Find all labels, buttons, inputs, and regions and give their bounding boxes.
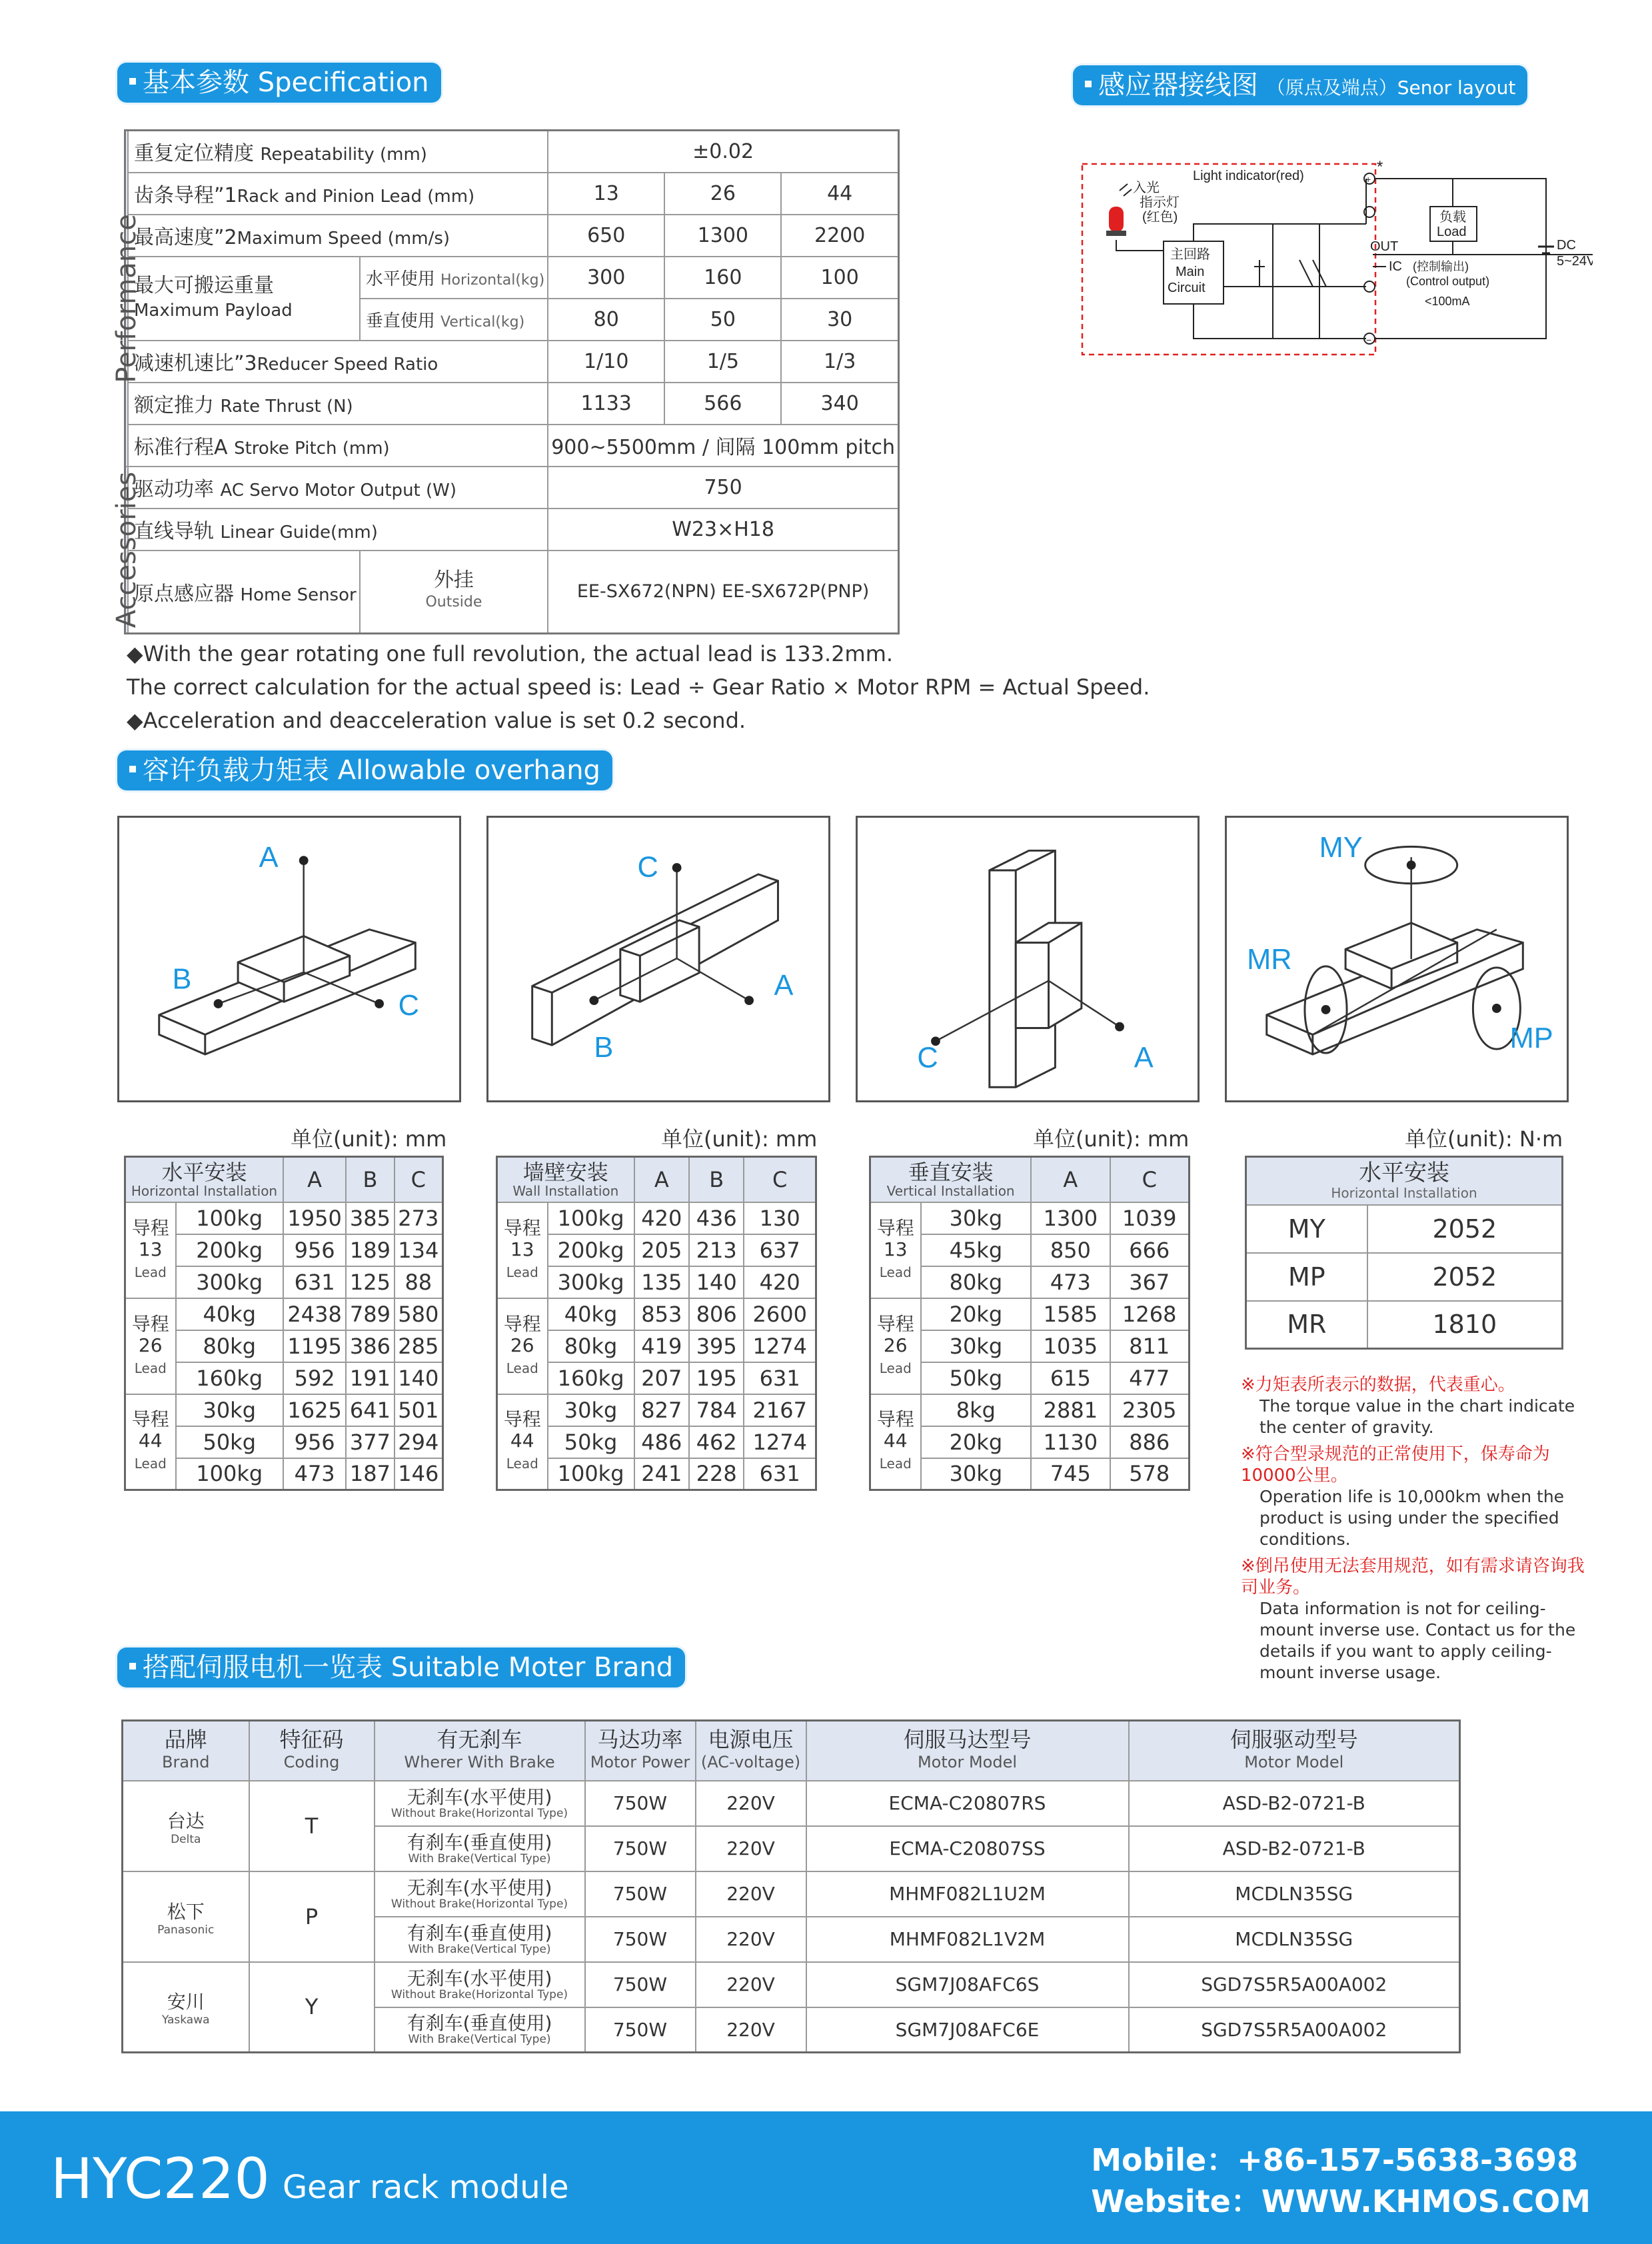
table-cell: 1585 [1031,1298,1110,1330]
table-cell: 1/10 [548,341,664,383]
table-row [125,467,899,509]
table-cell: 592 [283,1362,346,1394]
table-cell: 462 [689,1426,744,1458]
table-cell: SGM7J08AFC6E [806,2007,1129,2053]
table-row [1246,1253,1563,1301]
ind-lamp-label: 指示灯 [1140,195,1180,210]
table-cell: 213 [689,1234,744,1266]
table-cell: 30kg [921,1330,1032,1362]
table-cell: 13 [548,173,664,215]
table-cell: 1130 [1031,1426,1110,1458]
table-cell: MHMF082L1V2M [806,1917,1129,1962]
main-en2-label: Circuit [1168,281,1206,295]
table-cell: 300kg [176,1266,283,1298]
table-cell: 750W [585,1781,696,1826]
table-cell: 207 [634,1362,689,1394]
table-cell: 1268 [1110,1298,1190,1330]
table-row [125,1202,443,1234]
table-row [497,1202,816,1234]
table-cell: 146 [395,1458,443,1490]
table-row [1246,1205,1563,1253]
overhang-table-wall [496,1156,817,1491]
table-cell: 285 [395,1330,443,1362]
table-cell: 811 [1110,1330,1190,1362]
table-cell: 水平安装 Horizontal Installation [125,1157,283,1202]
table-cell: 30kg [176,1394,283,1426]
table-row [125,173,899,215]
table-cell: MP [1246,1253,1367,1301]
table-cell: 20kg [921,1298,1032,1330]
table-cell: 134 [395,1234,443,1266]
footer-bar [0,2111,1652,2244]
table-cell: 241 [634,1458,689,1490]
table-cell: 伺服驱动型号 Motor Model [1129,1721,1460,1781]
table-cell: 有无刹车 Wherer With Brake [375,1721,585,1781]
diagram-wall [486,816,830,1102]
table-cell: 水平使用 Horizontal(kg) [360,257,548,299]
table-cell: 80 [548,299,664,341]
table-cell: 750W [585,1917,696,1962]
table-cell: 品牌 Brand [123,1721,249,1781]
table-cell: 2052 [1367,1205,1563,1253]
table-cell: 45kg [921,1234,1032,1266]
table-cell: 187 [346,1458,394,1490]
table-cell: T [249,1781,375,1871]
table-cell: 88 [395,1266,443,1298]
table-cell: 有刹车(垂直使用) With Brake(Vertical Type) [375,1917,585,1962]
table-cell: ECMA-C20807RS [806,1781,1129,1826]
table-cell: 220V [696,1826,806,1871]
table-cell: W23×H18 [548,509,898,551]
diagram-vertical [856,816,1200,1102]
moment-table [1245,1156,1563,1350]
table-cell: 615 [1031,1362,1110,1394]
table-cell: 273 [395,1202,443,1234]
table-cell: 2305 [1110,1394,1190,1426]
table-cell: 850 [1031,1234,1110,1266]
table-cell: 100 [781,257,898,299]
table-cell: 1133 [548,383,664,425]
table-cell: 956 [283,1426,346,1458]
table-cell: 外挂 Outside [360,551,548,634]
label-c: C [398,989,420,1022]
unit-label: 单位(unit): mm [661,1126,818,1152]
table-cell: A [634,1157,689,1202]
table-row [125,215,899,257]
moment-notes: ※力矩表所表示的数据，代表重心。 The torque value in the chart indicate the center of gravity. ※符合型录规范的正常使用下，保寿命为 10000公里。 Operation life is 10,000km when the product is using under the specified conditions. ※倒吊使用无法套用规范，如有需求请咨询我司业务。 Data information is not for ceiling-mount inverse use. Contact us for the details if you want to apply ceiling-mount inverse usage. [1241,1375,1585,1682]
table-cell: 驱动功率 AC Servo Motor Output (W) [128,467,548,509]
table-cell: 30kg [921,1202,1032,1234]
table-cell: 473 [283,1458,346,1490]
table-cell: 20kg [921,1426,1032,1458]
table-cell: 2167 [744,1394,816,1426]
table-cell: 486 [634,1426,689,1458]
table-cell: C [744,1157,816,1202]
table-cell: 631 [283,1266,346,1298]
table-cell: 784 [689,1394,744,1426]
table-cell: 马达功率 Motor Power [585,1721,696,1781]
table-row [1246,1157,1563,1205]
table-cell: 导程 44 Lead [125,1394,176,1490]
table-cell: 436 [689,1202,744,1234]
table-cell: 135 [634,1266,689,1298]
label-mr: MR [1247,943,1292,976]
table-cell: 501 [395,1394,443,1426]
table-cell: 标准行程A Stroke Pitch (mm) [128,425,548,467]
table-cell: 减速机速比”3Reducer Speed Ratio [128,341,548,383]
table-cell: 额定推力 Rate Thrust (N) [128,383,548,425]
table-cell: 641 [346,1394,394,1426]
label-a: A [259,841,279,874]
ic-label: IC [1389,259,1402,274]
table-row [125,1298,443,1330]
table-cell: 40kg [176,1298,283,1330]
star-mark: * [1377,160,1383,176]
table-row [125,131,899,173]
red-label: (红色) [1142,210,1178,225]
table-cell: 50kg [176,1426,283,1458]
overhang-table-horizontal [124,1156,444,1491]
table-cell: 导程 26 Lead [870,1298,921,1394]
table-cell: 1950 [283,1202,346,1234]
table-row [870,1298,1190,1330]
table-cell: 垂直安装 Vertical Installation [870,1157,1032,1202]
table-cell: 导程 13 Lead [125,1202,176,1298]
load-cn-label: 负载 [1439,210,1466,225]
table-cell: 631 [744,1458,816,1490]
label-mp: MP [1509,1022,1553,1055]
model-name: HYC220 [51,2146,270,2211]
main-en1-label: Main [1176,265,1205,279]
table-cell: 8kg [921,1394,1032,1426]
table-cell: 750W [585,2007,696,2053]
table-cell: 580 [395,1298,443,1330]
table-cell: 853 [634,1298,689,1330]
table-cell: ±0.02 [548,131,898,173]
table-row [870,1202,1190,1234]
table-row [123,1781,1460,1826]
svg-text:+: + [1365,174,1371,185]
table-cell: 160kg [176,1362,283,1394]
table-cell: 墙壁安装 Wall Installation [497,1157,634,1202]
table-cell: 40kg [548,1298,634,1330]
table-cell: 1625 [283,1394,346,1426]
table-cell: 140 [395,1362,443,1394]
table-cell: SGD7S5R5A00A002 [1129,1962,1460,2007]
table-row [497,1157,816,1202]
main-cn-label: 主回路 [1170,247,1210,262]
table-cell: 垂直使用 Vertical(kg) [360,299,548,341]
table-cell: 420 [634,1202,689,1234]
table-cell: 377 [346,1426,394,1458]
table-cell: 有刹车(垂直使用) With Brake(Vertical Type) [375,1826,585,1871]
table-cell: 827 [634,1394,689,1426]
table-cell: 1300 [664,215,781,257]
table-cell: 1810 [1367,1301,1563,1349]
table-cell: 806 [689,1298,744,1330]
table-cell: 2438 [283,1298,346,1330]
light-indicator-label: Light indicator(red) [1193,169,1304,183]
table-cell: 473 [1031,1266,1110,1298]
table-cell: 750W [585,1962,696,2007]
table-cell: ASD-B2-0721-B [1129,1826,1460,1871]
table-cell: 367 [1110,1266,1190,1298]
table-cell: 80kg [548,1330,634,1362]
table-cell: 189 [346,1234,394,1266]
table-cell: 原点感应器 Home Sensor [128,551,360,634]
table-cell: 220V [696,1781,806,1826]
table-cell: MR [1246,1301,1367,1349]
table-cell: 666 [1110,1234,1190,1266]
overhang-table-vertical [869,1156,1190,1491]
table-cell: 无刹车(水平使用) Without Brake(Horizontal Type) [375,1871,585,1917]
table-cell: 300 [548,257,664,299]
table-cell: C [395,1157,443,1202]
diagram-moment [1225,816,1569,1102]
table-cell: 2600 [744,1298,816,1330]
in-light-label: 入光 [1133,181,1160,195]
table-cell: 导程 26 Lead [497,1298,548,1394]
table-cell: 齿条导程”1Rack and Pinion Lead (mm) [128,173,548,215]
table-cell: 578 [1110,1458,1190,1490]
svg-text:−: − [1366,335,1372,345]
table-cell: 导程 44 Lead [497,1394,548,1490]
table-cell: 2200 [781,215,898,257]
table-cell: 631 [744,1362,816,1394]
table-cell: 395 [689,1330,744,1362]
website-link[interactable]: Website：WWW.KHMOS.COM [1091,2183,1591,2219]
table-row [125,257,899,299]
ma-label: <100mA [1425,295,1470,308]
table-cell: 水平安装 Horizontal Installation [1246,1157,1563,1205]
table-cell: ECMA-C20807SS [806,1826,1129,1871]
table-row [125,509,899,551]
table-row [123,1721,1460,1781]
table-cell: 956 [283,1234,346,1266]
label-c: C [637,851,658,884]
motor-brand-table [121,1719,1461,2053]
table-cell: 886 [1110,1426,1190,1458]
table-cell: Y [249,1962,375,2053]
table-row [497,1298,816,1330]
model-desc: Gear rack module [282,2169,569,2206]
table-cell: 有刹车(垂直使用) With Brake(Vertical Type) [375,2007,585,2053]
table-cell: 900~5500mm / 间隔 100mm pitch [548,425,898,467]
table-cell: 745 [1031,1458,1110,1490]
section-motor-header: 搭配伺服电机一览表 Suitable Moter Brand [117,1648,685,1687]
unit-label: 单位(unit): mm [291,1126,447,1152]
table-cell: C [1110,1157,1190,1202]
table-cell: EE-SX672(NPN) EE-SX672P(PNP) [548,551,898,634]
table-cell: 导程 13 Lead [497,1202,548,1298]
table-cell: MCDLN35SG [1129,1871,1460,1917]
table-cell: 220V [696,1871,806,1917]
table-row [870,1394,1190,1426]
table-row [870,1157,1190,1202]
table-cell: 220V [696,1917,806,1962]
section-sensor-header: 感应器接线图 （原点及端点）Senor layout [1073,65,1527,105]
table-cell: ASD-B2-0721-B [1129,1781,1460,1826]
table-cell: 294 [395,1426,443,1458]
table-cell: 100kg [548,1458,634,1490]
table-cell: 2881 [1031,1394,1110,1426]
label-c: C [917,1042,938,1074]
table-cell: B [689,1157,744,1202]
spec-table [111,129,900,634]
note-1: ◆With the gear rotating one full revolution, the actual lead is 133.2mm. [127,641,894,666]
table-cell: SGM7J08AFC6S [806,1962,1129,2007]
volt-label: 5~24V [1557,254,1593,269]
table-cell: 30 [781,299,898,341]
performance-label: Performance [125,131,128,467]
table-cell: 30kg [548,1394,634,1426]
table-cell: 130 [744,1202,816,1234]
table-cell: 最高速度”2Maximum Speed (mm/s) [128,215,548,257]
note-2: The correct calculation for the actual speed is: Lead ÷ Gear Ratio × Motor RPM = Actual Speed. [127,674,1150,700]
table-cell: 导程 13 Lead [870,1202,921,1298]
table-cell: 无刹车(水平使用) Without Brake(Horizontal Type) [375,1962,585,2007]
table-cell: B [346,1157,394,1202]
table-cell: 385 [346,1202,394,1234]
table-cell: 1300 [1031,1202,1110,1234]
sensor-wiring-diagram [1080,160,1593,360]
accessories-label: Accessories [125,467,128,634]
table-cell: 160 [664,257,781,299]
table-cell: 340 [781,383,898,425]
table-cell: 30kg [921,1458,1032,1490]
table-cell: 2052 [1367,1253,1563,1301]
table-cell: 1/5 [664,341,781,383]
label-b: B [594,1031,614,1064]
label-b: B [172,963,192,996]
table-row [1246,1301,1563,1349]
table-row [123,1871,1460,1917]
table-cell: 100kg [548,1202,634,1234]
section-overhang-header: 容许负载力矩表 Allowable overhang [117,750,612,790]
table-row [497,1394,816,1426]
table-cell: 26 [664,173,781,215]
load-en-label: Load [1437,225,1467,239]
table-cell: 477 [1110,1362,1190,1394]
table-row [125,1394,443,1426]
mobile-contact: Mobile：+86-157-5638-3698 [1091,2142,1579,2178]
out-label: OUT [1370,239,1399,254]
dc-label: DC [1557,238,1576,253]
label-my: MY [1319,832,1363,864]
table-row [123,1962,1460,2007]
table-cell: 50kg [921,1362,1032,1394]
table-cell: 最大可搬运重量 Maximum Payload [128,257,360,341]
table-cell: 导程 44 Lead [870,1394,921,1490]
table-cell: 750 [548,467,898,509]
ctrl-cn-label: (控制输出) [1413,260,1469,273]
table-cell: 100kg [176,1458,283,1490]
table-cell: 1039 [1110,1202,1190,1234]
table-cell: 1/3 [781,341,898,383]
table-cell: 228 [689,1458,744,1490]
table-cell: 160kg [548,1362,634,1394]
table-cell: 195 [689,1362,744,1394]
table-cell: MCDLN35SG [1129,1917,1460,1962]
ctrl-en-label: (Control output) [1406,275,1490,288]
table-cell: 50 [664,299,781,341]
table-cell: 637 [744,1234,816,1266]
table-cell: 419 [634,1330,689,1362]
table-cell: 1195 [283,1330,346,1362]
table-cell: 300kg [548,1266,634,1298]
table-cell: 重复定位精度 Repeatability (mm) [128,131,548,173]
table-cell: 125 [346,1266,394,1298]
table-cell: 205 [634,1234,689,1266]
table-cell: 220V [696,2007,806,2053]
table-cell: 安川 Yaskawa [123,1962,249,2053]
table-cell: 200kg [176,1234,283,1266]
table-cell: 50kg [548,1426,634,1458]
table-cell: A [283,1157,346,1202]
table-row [125,383,899,425]
note-3: ◆Acceleration and deacceleration value is set 0.2 second. [127,708,746,733]
table-row [125,551,899,634]
table-cell: 80kg [176,1330,283,1362]
table-cell: SGD7S5R5A00A002 [1129,2007,1460,2053]
table-row [125,425,899,467]
table-cell: 44 [781,173,898,215]
label-a: A [1134,1042,1154,1074]
diagram-horizontal [117,816,461,1102]
table-cell: 100kg [176,1202,283,1234]
table-cell: 191 [346,1362,394,1394]
table-cell: 台达 Delta [123,1781,249,1871]
table-cell: 特征码 Coding [249,1721,375,1781]
table-cell: P [249,1871,375,1962]
table-row [125,1157,443,1202]
table-cell: 750W [585,1826,696,1871]
table-cell: 200kg [548,1234,634,1266]
table-cell: 1274 [744,1426,816,1458]
unit-label: 单位(unit): mm [1033,1126,1190,1152]
table-row [125,341,899,383]
table-cell: 松下 Panasonic [123,1871,249,1962]
table-cell: 伺服马达型号 Motor Model [806,1721,1129,1781]
table-cell: 386 [346,1330,394,1362]
table-cell: 直线导轨 Linear Guide(mm) [128,509,548,551]
table-cell: 80kg [921,1266,1032,1298]
table-cell: 650 [548,215,664,257]
table-cell: 140 [689,1266,744,1298]
table-cell: A [1031,1157,1110,1202]
section-spec-header: 基本参数 Specification [117,63,441,103]
table-cell: MHMF082L1U2M [806,1871,1129,1917]
table-cell: 无刹车(水平使用) Without Brake(Horizontal Type) [375,1781,585,1826]
unit-label: 单位(unit): N·m [1405,1126,1563,1152]
table-cell: MY [1246,1205,1367,1253]
table-cell: 750W [585,1871,696,1917]
table-cell: 420 [744,1266,816,1298]
table-cell: 566 [664,383,781,425]
label-a: A [774,970,794,1002]
table-cell: 1035 [1031,1330,1110,1362]
table-cell: 789 [346,1298,394,1330]
table-cell: 1274 [744,1330,816,1362]
table-cell: 导程 26 Lead [125,1298,176,1394]
table-cell: 220V [696,1962,806,2007]
table-cell: 电源电压 (AC-voltage) [696,1721,806,1781]
